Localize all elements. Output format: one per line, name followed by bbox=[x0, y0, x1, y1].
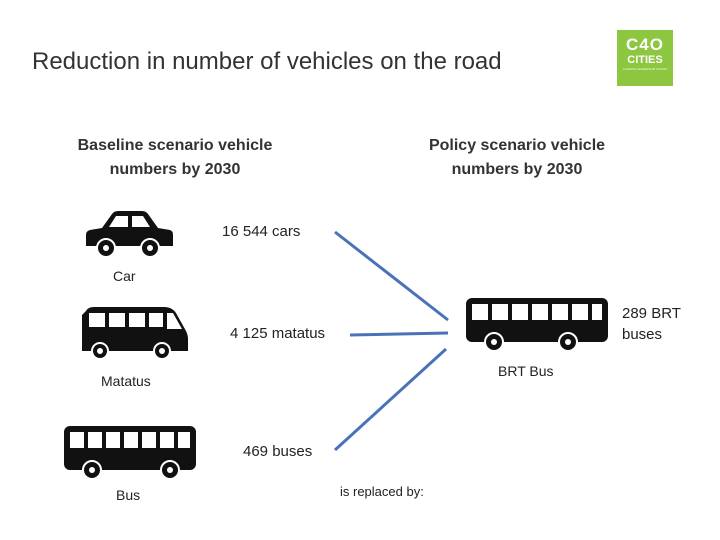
replaced-note: is replaced by: bbox=[340, 484, 424, 499]
matatu-connector-line bbox=[350, 333, 448, 335]
bus-connector-line bbox=[335, 349, 446, 450]
page-title: Reduction in number of vehicles on the road bbox=[32, 48, 502, 75]
matatu-label: Matatus bbox=[101, 373, 151, 389]
bus-count: 469 buses bbox=[243, 443, 313, 460]
car-connector-line bbox=[335, 232, 448, 320]
brt-bus-label: BRT Bus bbox=[498, 363, 554, 379]
brt-count: 289 BRT buses bbox=[622, 305, 681, 343]
policy-heading: Policy scenario vehicle numbers by 2030 bbox=[428, 137, 606, 178]
c40-logo: C4O CITIES CLIMATE LEADERSHIP GROUP bbox=[617, 30, 673, 86]
matatu-count: 4 125 matatus bbox=[230, 325, 326, 342]
car-label: Car bbox=[113, 268, 136, 284]
bus-label: Bus bbox=[116, 487, 141, 503]
car-count: 16 544 cars bbox=[222, 223, 301, 240]
baseline-heading: Baseline scenario vehicle numbers by 2030 bbox=[77, 137, 273, 178]
